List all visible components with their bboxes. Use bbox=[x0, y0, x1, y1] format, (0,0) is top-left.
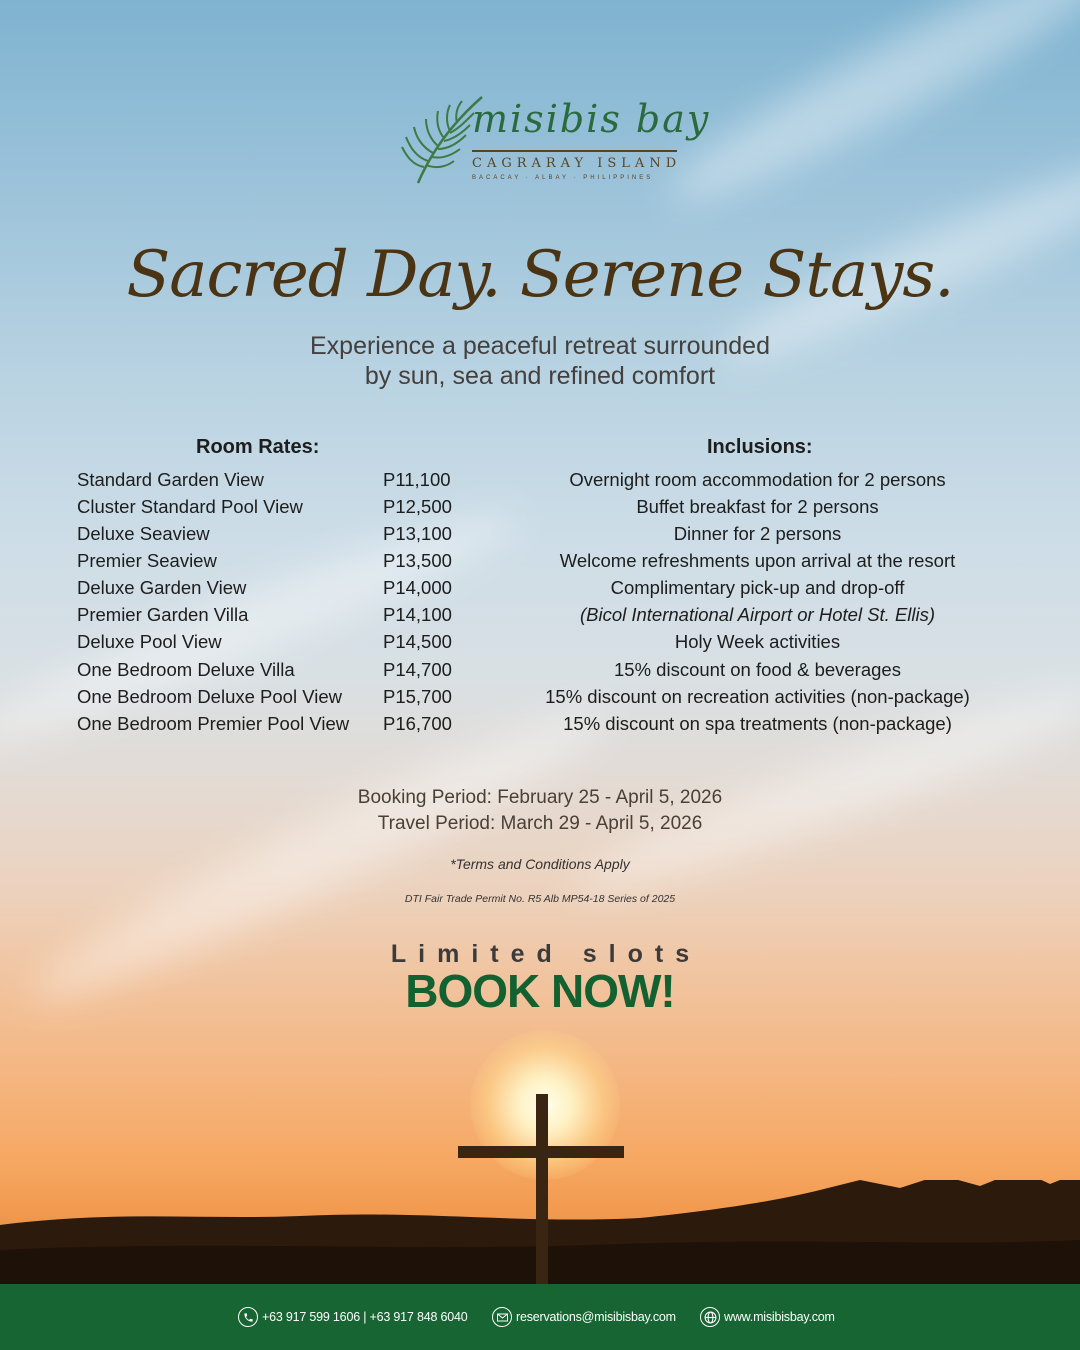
rate-name: Deluxe Garden View bbox=[77, 577, 247, 598]
limited-slots: Limited slots bbox=[390, 940, 702, 968]
cloud-wisp bbox=[654, 0, 1080, 228]
footer-email[interactable] bbox=[492, 1284, 676, 1350]
inclusion-item: Welcome refreshments upon arrival at the resort bbox=[559, 550, 956, 571]
cross-icon bbox=[456, 1094, 626, 1284]
inclusion-item: Complimentary pick-up and drop-off bbox=[610, 577, 905, 598]
inclusions-heading: Inclusions: bbox=[707, 436, 813, 458]
rate-price: P14,500 bbox=[383, 631, 452, 652]
contact-footer bbox=[0, 1284, 1080, 1350]
inclusion-item: Buffet breakfast for 2 persons bbox=[636, 496, 879, 517]
inclusion-item: Dinner for 2 persons bbox=[673, 523, 842, 544]
email-text: reservations@misibisbay.com bbox=[516, 1310, 676, 1324]
brand-logo bbox=[400, 95, 711, 190]
inclusion-item: 15% discount on recreation activities (non-package) bbox=[545, 686, 970, 707]
footer-phone[interactable] bbox=[238, 1284, 467, 1350]
email-icon bbox=[492, 1307, 512, 1327]
rate-name: Deluxe Seaview bbox=[77, 523, 210, 544]
terms-note: *Terms and Conditions Apply bbox=[450, 856, 630, 872]
logo-subtitle: CAGRARAY ISLAND bbox=[472, 156, 682, 171]
rate-name: Cluster Standard Pool View bbox=[77, 496, 303, 517]
inclusion-item: 15% discount on food & beverages bbox=[614, 659, 901, 680]
phone-icon bbox=[238, 1307, 258, 1327]
rate-price: P15,700 bbox=[383, 686, 452, 707]
inclusion-item: 15% discount on spa treatments (non-package) bbox=[563, 713, 952, 734]
rate-name: One Bedroom Deluxe Pool View bbox=[77, 686, 342, 707]
rate-price: P14,100 bbox=[383, 604, 452, 625]
logo-wordmark: misibis bay bbox=[472, 97, 711, 141]
globe-icon bbox=[700, 1307, 720, 1327]
room-rates-heading: Room Rates: bbox=[196, 436, 320, 458]
rate-price: P12,500 bbox=[383, 496, 452, 517]
rate-name: Premier Garden Villa bbox=[77, 604, 249, 625]
headline: Sacred Day. Serene Stays. bbox=[126, 238, 954, 312]
inclusion-item-note: (Bicol International Airport or Hotel St. Ellis) bbox=[579, 604, 936, 625]
permit-note: DTI Fair Trade Permit No. R5 Alb MP54-18 Series of 2025 bbox=[404, 893, 676, 905]
rate-name: Deluxe Pool View bbox=[77, 631, 222, 652]
logo-divider bbox=[472, 150, 677, 152]
rate-price: P13,100 bbox=[383, 523, 452, 544]
book-now-cta[interactable]: BOOK NOW! bbox=[405, 965, 675, 1017]
rate-name: Standard Garden View bbox=[77, 469, 264, 490]
booking-period: Booking Period: February 25 - April 5, 2026 bbox=[357, 787, 723, 808]
rate-price: P11,100 bbox=[383, 469, 451, 490]
logo-location: BACACAY · ALBAY · PHILIPPINES bbox=[472, 175, 654, 181]
travel-period: Travel Period: March 29 - April 5, 2026 bbox=[377, 813, 703, 834]
footer-website[interactable] bbox=[700, 1284, 835, 1350]
rate-name: Premier Seaview bbox=[77, 550, 217, 571]
rate-price: P14,700 bbox=[383, 659, 452, 680]
rate-price: P13,500 bbox=[383, 550, 452, 571]
rate-price: P14,000 bbox=[383, 577, 452, 598]
subheadline-line-1: Experience a peaceful retreat surrounded bbox=[309, 332, 770, 360]
website-text: www.misibisbay.com bbox=[724, 1310, 835, 1324]
rate-price: P16,700 bbox=[383, 713, 452, 734]
phone-text: +63 917 599 1606 | +63 917 848 6040 bbox=[262, 1310, 468, 1324]
rate-name: One Bedroom Premier Pool View bbox=[77, 713, 350, 734]
subheadline-line-2: by sun, sea and refined comfort bbox=[364, 362, 716, 390]
inclusion-item: Overnight room accommodation for 2 persons bbox=[569, 469, 946, 490]
inclusion-item: Holy Week activities bbox=[674, 631, 841, 652]
rate-name: One Bedroom Deluxe Villa bbox=[77, 659, 295, 680]
